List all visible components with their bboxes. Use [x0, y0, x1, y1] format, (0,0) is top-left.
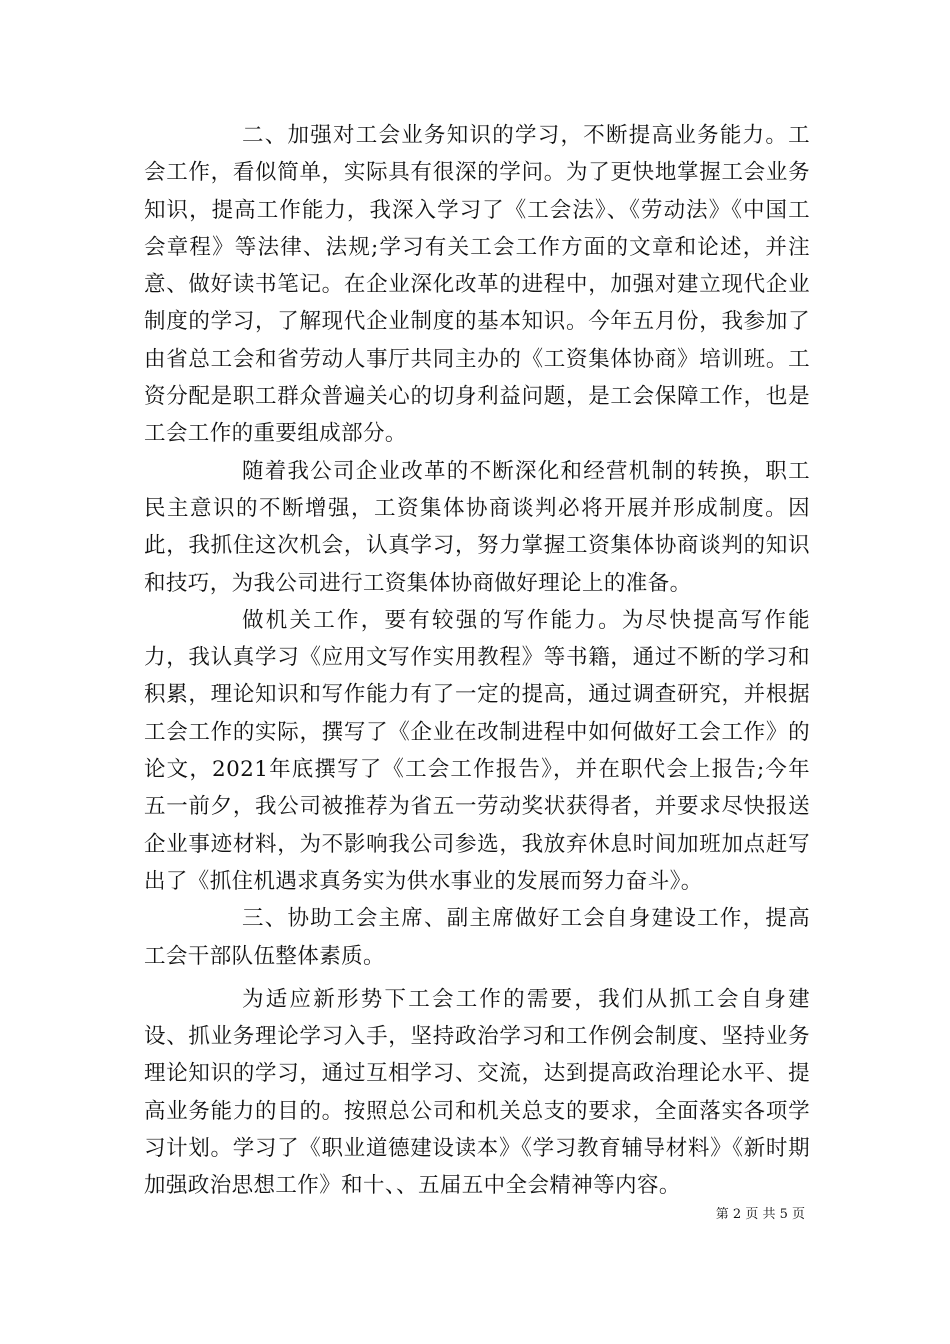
page-number-footer: 第 2 页 共 5 页	[715, 1207, 805, 1222]
paragraph-business-knowledge: 二、加强对工会业务知识的学习，不断提高业务能力。工会工作，看似简单，实际具有很深的学问。为了更快地掌握工会业务知识，提高工作能力，我深入学习了《工会法》、《劳动法》《中国工会章程》等法律、法规;学习有关工会工作方面的文章和论述，并注意、做好读书笔记。在企业深化改革的进程中，加强对建立现代企业制度的学习，了解现代企业制度的基本知识。今年五月份，我参加了由省总工会和省劳动人事厅共同主办的《工资集体协商》培训班。工资分配是职工群众普遍关心的切身利益问题，是工会保障工作，也是工会工作的重要组成部分。	[144, 123, 810, 447]
paragraph-section-three-heading: 三、协助工会主席、副主席做好工会自身建设工作，提高工会干部队伍整体素质。	[144, 906, 810, 969]
document-body	[144, 117, 810, 1205]
paragraph-wage-negotiation: 随着我公司企业改革的不断深化和经营机制的转换，职工民主意识的不断增强，工资集体协商谈判必将开展并形成制度。因此，我抓住这次机会，认真学习，努力掌握工资集体协商谈判的知识和技巧，为我公司进行工资集体协商做好理论上的准备。	[144, 458, 810, 596]
paragraph-self-construction: 为适应新形势下工会工作的需要，我们从抓工会自身建设、抓业务理论学习入手，坚持政治学习和工作例会制度、坚持业务理论知识的学习，通过互相学习、交流，达到提高政治理论水平、提高业务能力的目的。按照总公司和机关总支的要求，全面落实各项学习计划。学习了《职业道德建设读本》《学习教育辅导材料》《新时期加强政治思想工作》和十、、五届五中全会精神等内容。	[144, 986, 810, 1199]
paragraph-writing-ability: 做机关工作，要有较强的写作能力。为尽快提高写作能力，我认真学习《应用文写作实用教程》等书籍，通过不断的学习和积累，理论知识和写作能力有了一定的提高，通过调查研究，并根据工会工作的实际，撰写了《企业在改制进程中如何做好工会工作》的论文，2021年底撰写了《工会工作报告》，并在职代会上报告;今年五一前夕，我公司被推荐为省五一劳动奖状获得者，并要求尽快报送企业事迹材料，为不影响我公司参选，我放弃休息时间加班加点赶写出了《抓住机遇求真务实为供水事业的发展而努力奋斗》。	[144, 607, 810, 894]
